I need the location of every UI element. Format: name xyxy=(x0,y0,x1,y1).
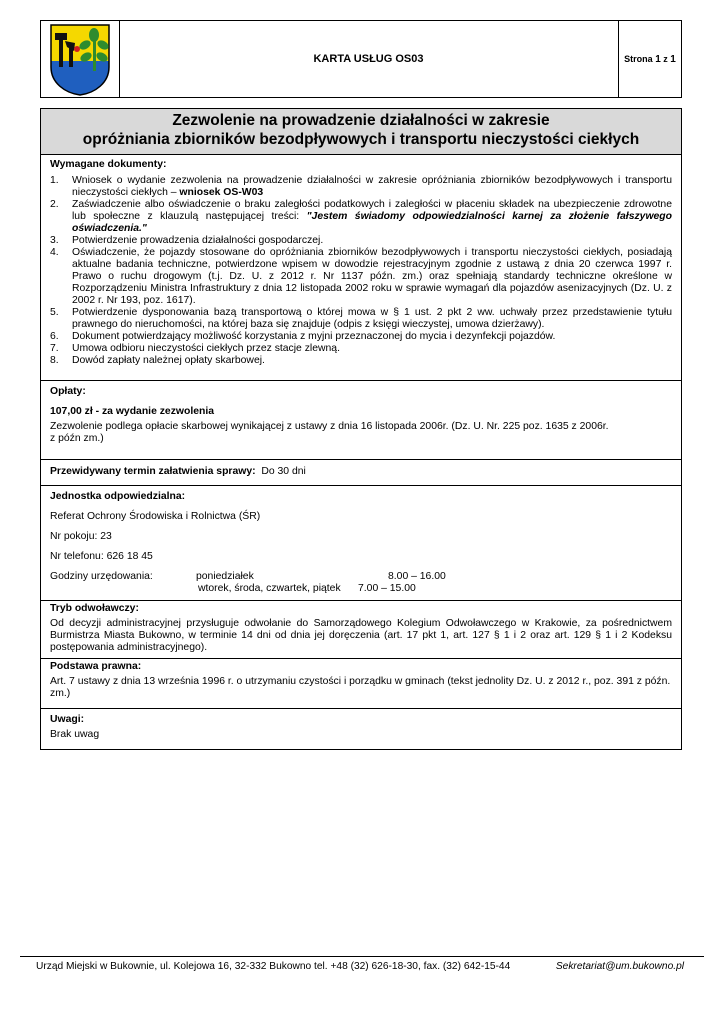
document-item-text: Potwierdzenie prowadzenia działalności gospodarczej. xyxy=(72,235,324,246)
document-item-number: 5. xyxy=(50,307,59,318)
deadline-section xyxy=(41,459,681,485)
legal-basis-label: Podstawa prawna: xyxy=(50,661,142,672)
document-item-number: 4. xyxy=(50,247,59,258)
deadline-value: Do 30 dni xyxy=(261,466,306,477)
document-item-number: 6. xyxy=(50,331,59,342)
hours-days-2: wtorek, środa, czwartek, piątek xyxy=(198,583,341,594)
office-hours-label: Godziny urzędowania: xyxy=(50,571,153,582)
hours-days-1: poniedziałek xyxy=(196,571,254,582)
hours-time-1: 8.00 – 16.00 xyxy=(388,571,446,582)
document-item xyxy=(50,247,672,307)
phone-number: Nr telefonu: 626 18 45 xyxy=(50,551,153,562)
document-item xyxy=(50,355,672,367)
document-item-text: Dokument potwierdzający możliwość korzystania z myjni przeznaczonej do mycia i dezynfekcji pojazdów. xyxy=(72,331,556,342)
document-item-text: Wniosek o wydanie zezwolenia na prowadzenie działalności w zakresie opróżniania zbiorników bezodpływowych i transportu nieczystości ciekłych – xyxy=(72,175,672,198)
document-item-number: 8. xyxy=(50,355,59,366)
deadline-label: Przewidywany termin załatwienia sprawy: xyxy=(50,466,256,477)
document-item-number: 3. xyxy=(50,235,59,246)
title-line-1: Zezwolenie na prowadzenie działalności w zakresie xyxy=(172,112,550,129)
fees-label: Opłaty: xyxy=(50,386,86,397)
required-documents-label: Wymagane dokumenty: xyxy=(50,159,167,170)
document-item-bold: wniosek OS-W03 xyxy=(176,187,264,198)
document-item xyxy=(50,307,672,331)
responsible-unit-section xyxy=(41,485,681,601)
required-documents-list xyxy=(50,175,672,367)
document-item-number: 7. xyxy=(50,343,59,354)
legal-basis-section xyxy=(41,658,681,708)
appeal-text: Od decyzji administracyjnej przysługuje odwołanie do Samorządowego Kolegium Odwoławczego w Krakowie, za pośrednictwem Burmistrza Miasta Bukowno, w terminie 14 dni od dnia jej doręczenia (art. 17 pkt 1, art. 127 § 1 i 2 oraz art. 129 § 1 i 2 Kodeksu postępowania administracyjnego). xyxy=(50,618,672,653)
hours-time-2: 7.00 – 15.00 xyxy=(358,583,416,594)
fee-note-line-2: z późn zm.) xyxy=(50,433,104,444)
document-title xyxy=(41,109,681,155)
header-table xyxy=(40,20,682,98)
document-item-text: Zaświadczenie albo oświadczenie o braku zaległości podatkowych i zaległości w płaceniu składek na ubezpieczenie zdrowotne lub społeczne z klauzulą następującej treści: xyxy=(72,199,672,222)
remarks-text: Brak uwag xyxy=(50,729,100,740)
unit-name: Referat Ochrony Środowiska i Rolnictwa (ŚR) xyxy=(50,511,261,522)
document-item xyxy=(50,235,672,247)
document-item xyxy=(50,175,672,199)
document-item-number: 2. xyxy=(50,199,59,210)
document-item xyxy=(50,343,672,355)
service-card-table xyxy=(40,108,682,750)
logo-cell xyxy=(41,21,120,97)
page-number: 1 xyxy=(655,53,661,65)
card-title: KARTA USŁUG OS03 xyxy=(119,21,619,97)
document-item-text: Potwierdzenie dysponowania bazą transportową o której mowa w § 1 ust. 2 pkt 2 ww. uchwały przez przedstawienie tytułu prawnego do nieruchomości, na której baza się znajduje (odpis z księgi wieczystej, umowa dzierżawy). xyxy=(72,307,672,330)
page-word: Strona xyxy=(624,54,653,64)
page-indicator xyxy=(619,21,681,97)
remarks-label: Uwagi: xyxy=(50,714,85,725)
fee-note-line-1: Zezwolenie podlega opłacie skarbowej wynikającej z ustawy z dnia 16 listopada 2006r. (Dz. U. Nr. 225 poz. 1635 z 2006r. xyxy=(50,421,609,432)
page-total: 1 xyxy=(670,53,676,65)
unit-label: Jednostka odpowiedzialna: xyxy=(50,491,186,502)
appeal-section xyxy=(41,600,681,658)
document-item-number: 1. xyxy=(50,175,59,186)
office-hours xyxy=(50,571,672,599)
room-number: Nr pokoju: 23 xyxy=(50,531,112,542)
remarks-section xyxy=(41,708,681,749)
document-item-text: Dowód zapłaty należnej opłaty skarbowej. xyxy=(72,355,265,366)
coat-of-arms-icon xyxy=(41,21,119,97)
document-item-text: Umowa odbioru nieczystości ciekłych przez stacje zlewną. xyxy=(72,343,340,354)
required-documents-section xyxy=(41,159,681,367)
legal-basis-text: Art. 7 ustawy z dnia 13 września 1996 r. o utrzymaniu czystości i porządku w gminach (tekst jednolity Dz. U. z 2012 r., poz. 391 z późn. zm.) xyxy=(50,676,671,699)
document-item-text: Oświadczenie, że pojazdy stosowane do opróżniania zbiorników bezodpływowych i transportu nieczystości ciekłych, posiadają aktualne badania techniczne, potwierdzone wpisem w dowodzie rejestracyjnym zgodnie z ustawą z dnia 20 czerwca 1997 r. Prawo o ruchu drogowym (t.j. Dz. U. z 2012 r. Nr 1137 późn. zm.) oraz spełniają standardy techniczne określone w Rozporządzeniu Ministra Infrastruktury z dnia 12 listopada 2002 roku w sprawie wymagań dla pojazdów asenizacyjnych (Dz. U. z 2002 r. Nr 193, poz. 1617). xyxy=(72,247,672,306)
fee-amount: 107,00 zł - za wydanie zezwolenia xyxy=(50,406,215,417)
document-item xyxy=(50,331,672,343)
appeal-label: Tryb odwoławczy: xyxy=(50,603,139,614)
page-footer xyxy=(20,956,704,972)
page-of: z xyxy=(663,54,668,64)
document-item-emphasis: "Jestem świadomy odpowiedzialności karnej za złożenie fałszywego oświadczenia." xyxy=(72,211,672,234)
footer-address: Urząd Miejski w Bukownie, ul. Kolejowa 16, 32-332 Bukowno tel. +48 (32) 626-18-30, fax. (32) 642-15-44 xyxy=(36,961,511,972)
document-item xyxy=(50,199,672,235)
footer-email: Sekretariat@um.bukowno.pl xyxy=(555,961,684,972)
title-line-2: opróżniania zbiorników bezodpływowych i transportu nieczystości ciekłych xyxy=(82,131,640,148)
